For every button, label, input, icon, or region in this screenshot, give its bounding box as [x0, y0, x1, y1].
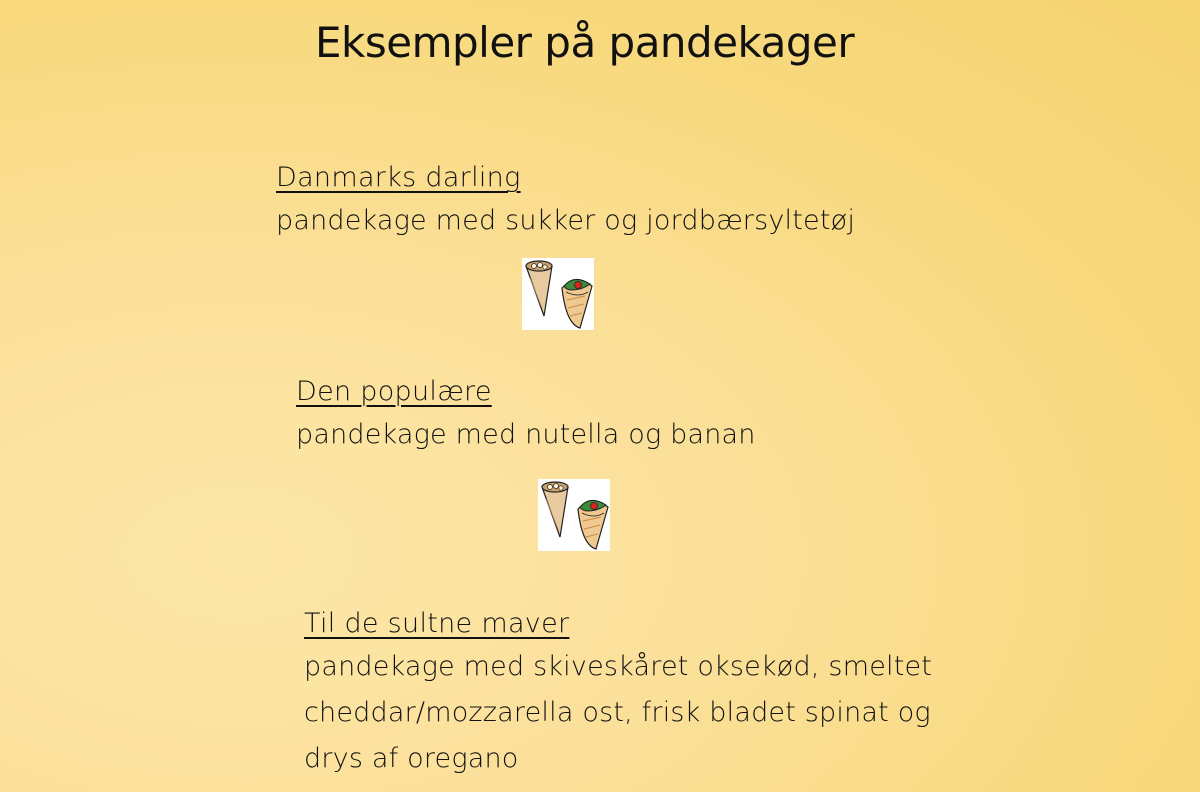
section-text: pandekage med nutella og banan — [296, 419, 756, 450]
page-title: Eksempler på pandekager — [315, 18, 855, 67]
crepes-image — [522, 258, 594, 330]
crepes-image — [538, 479, 610, 551]
section-heading: Til de sultne maver — [304, 608, 570, 639]
section-heading: Den populære — [296, 376, 492, 407]
pancake-section-1 — [276, 158, 855, 243]
section-text: pandekage med sukker og jordbærsyltetøj — [276, 205, 856, 236]
section-heading: Danmarks darling — [276, 162, 521, 193]
filled-crepes-icon — [522, 258, 594, 330]
section-text: pandekage med skiveskåret oksekød, smeltet cheddar/mozzarella ost, frisk bladet spinat og drys af oregano — [304, 651, 933, 774]
pancake-section-3 — [304, 604, 954, 782]
filled-crepes-icon — [538, 479, 610, 551]
pancake-section-2 — [296, 372, 756, 457]
